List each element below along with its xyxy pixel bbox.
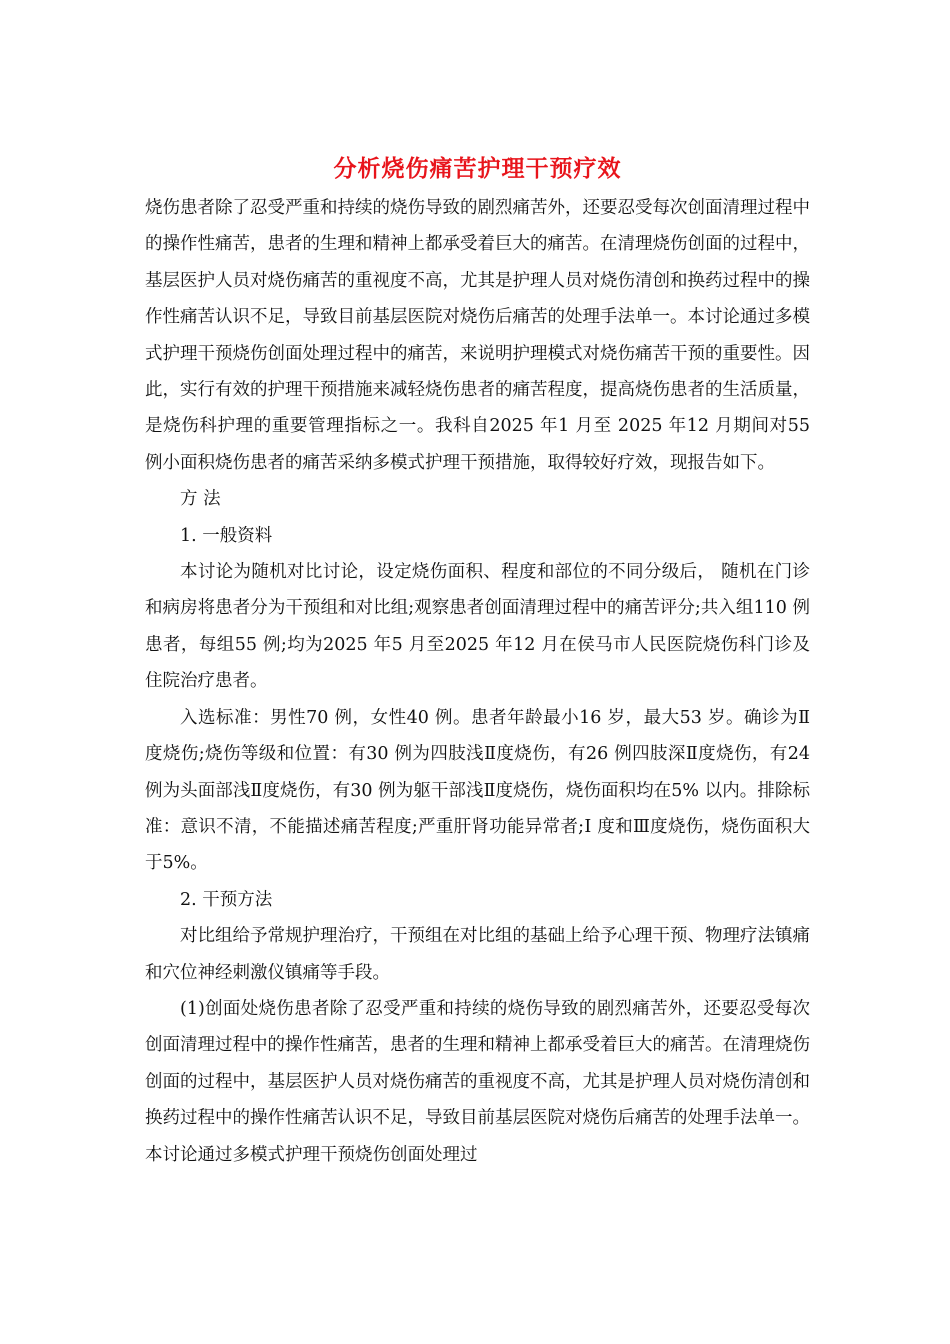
general-info-paragraph: 本讨论为随机对比讨论，设定烧伤面积、程度和部位的不同分级后， 随机在门诊和病房将患者分为干预组和对比组;观察患者创面清理过程中的痛苦评分;共入组110 例患者，每组55 例;均为2025 年5 月至2025 年12 月在侯马市人民医院烧伤科门诊及住院治疗患者。 [145,562,810,692]
section-heading-methods: 方 法 [180,489,221,510]
document-page [145,150,810,1173]
subsection-heading-intervention: 2. 干预方法 [180,889,273,910]
intro-paragraph: 烧伤患者除了忍受严重和持续的烧伤导致的剧烈痛苦外，还要忍受每次创面清理过程中的操作性痛苦，患者的生理和精神上都承受着巨大的痛苦。在清理烧伤创面的过程中，基层医护人员对烧伤痛苦的重视度不高，尤其是护理人员对烧伤清创和换药过程中的操作性痛苦认识不足，导致目前基层医院对烧伤后痛苦的处理手法单一。本讨论通过多模式护理干预烧伤创面处理过程中的痛苦，来说明护理模式对烧伤痛苦干预的重要性。因此，实行有效的护理干预措施来减轻烧伤患者的痛苦程度，提高烧伤患者的生活质量，是烧伤科护理的重要管理指标之一。我科自2025 年1 月至 2025 年12 月期间对55 例小面积烧伤患者的痛苦采纳多模式护理干预措施，取得较好疗效，现报告如下。 [145,198,810,473]
document-title: 分析烧伤痛苦护理干预疗效 [333,155,622,182]
intervention-paragraph: 对比组给予常规护理治疗，干预组在对比组的基础上给予心理干预、物理疗法镇痛和穴位神经刺激仪镇痛等手段。 [145,926,810,983]
subsection-heading-general: 1. 一般资料 [180,525,273,546]
wound-care-paragraph: (1)创面处烧伤患者除了忍受严重和持续的烧伤导致的剧烈痛苦外，还要忍受每次创面清理过程中的操作性痛苦，患者的生理和精神上都承受着巨大的痛苦。在清理烧伤创面的过程中，基层医护人员对烧伤痛苦的重视度不高，尤其是护理人员对烧伤清创和换药过程中的操作性痛苦认识不足，导致目前基层医院对烧伤后痛苦的处理手法单一。本讨论通过多模式护理干预烧伤创面处理过 [145,998,810,1165]
inclusion-criteria-paragraph: 入选标准：男性70 例，女性40 例。患者年龄最小16 岁，最大53 岁。确诊为Ⅱ度烧伤;烧伤等级和位置：有30 例为四肢浅Ⅱ度烧伤，有26 例四肢深Ⅱ度烧伤，有24 例为头面部浅Ⅱ度烧伤，有30 例为躯干部浅Ⅱ度烧伤，烧伤面积均在5% 以内。排除标准：意识不清，不能描述痛苦程度;严重肝肾功能异常者;Ⅰ 度和Ⅲ度烧伤，烧伤面积大于5%。 [145,707,810,874]
